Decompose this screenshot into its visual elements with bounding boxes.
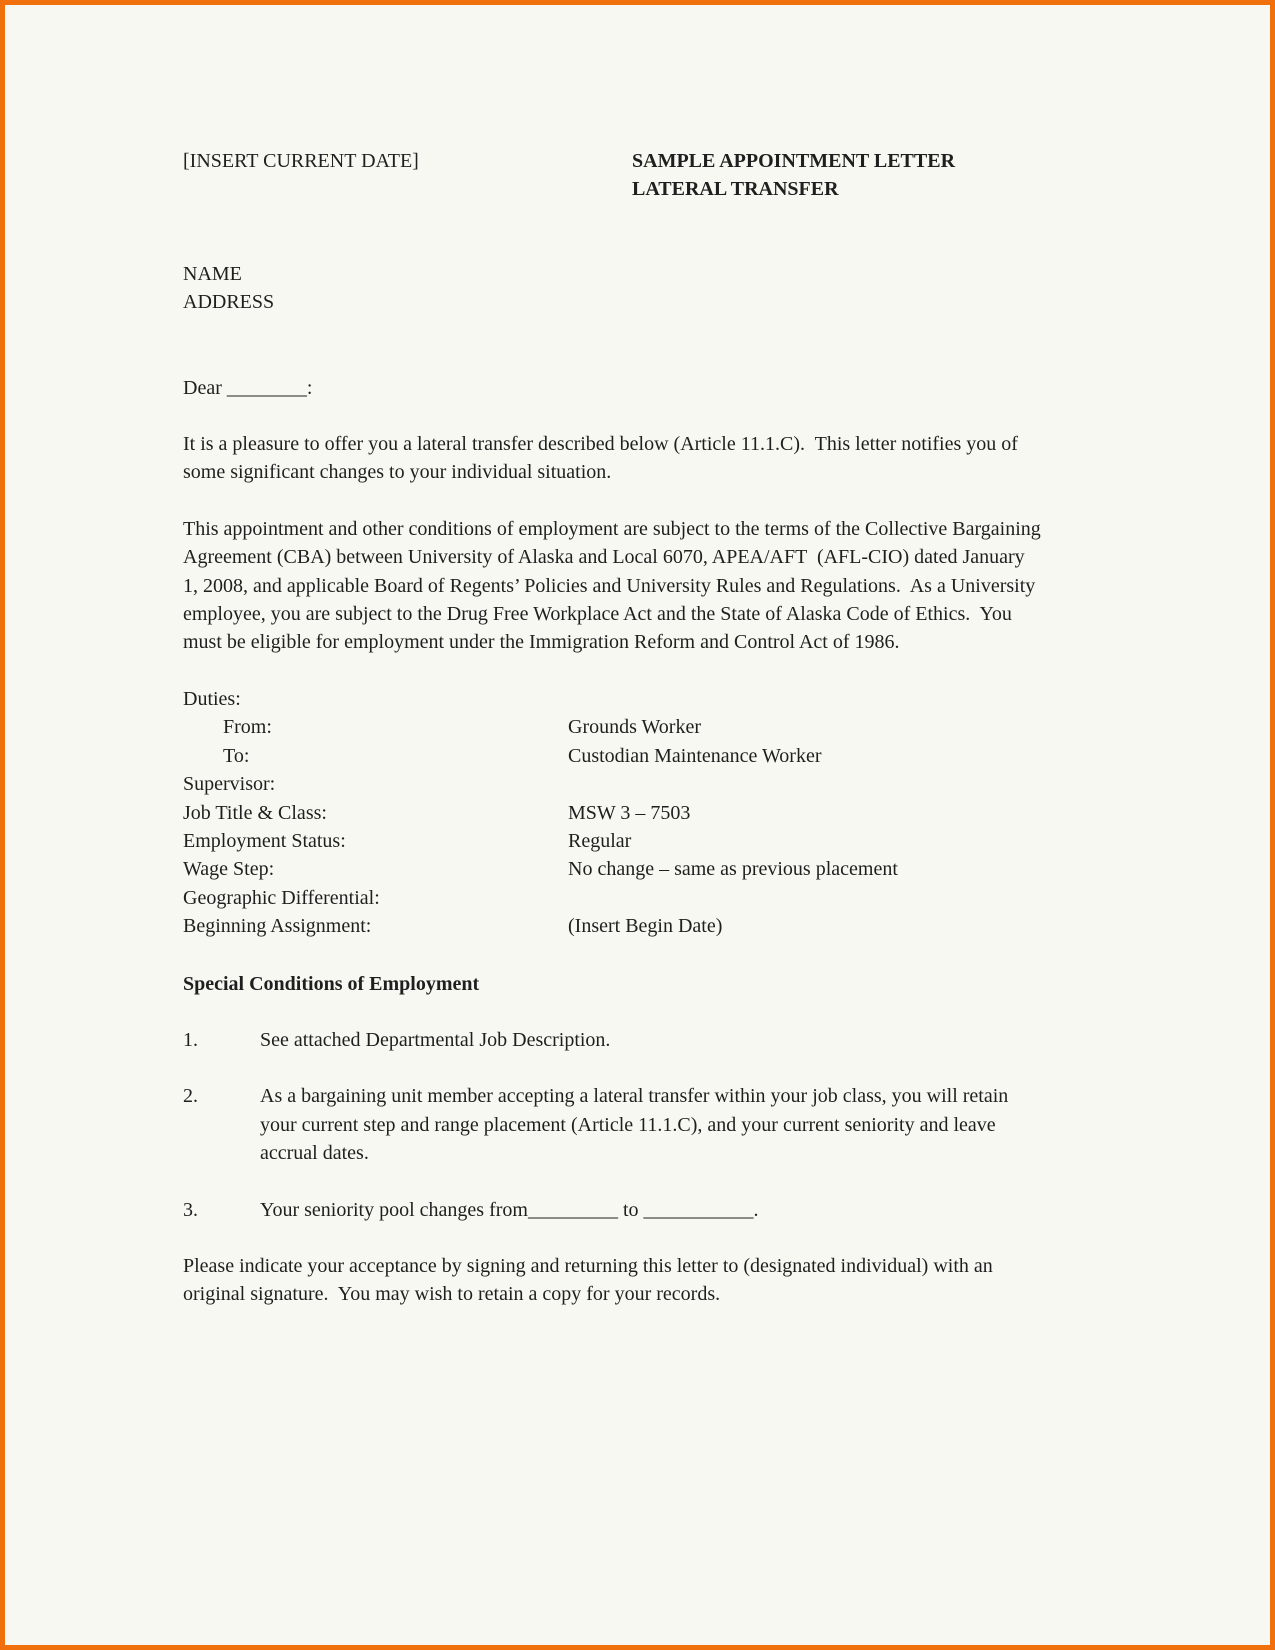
salutation-suffix: : (306, 376, 313, 399)
conditions-list (183, 1026, 1043, 1224)
duties-row-value: No change – same as previous placement (568, 858, 898, 881)
date-placeholder: [INSERT CURRENT DATE] (183, 150, 419, 172)
recipient-address: ADDRESS (183, 291, 275, 314)
duties-row-label: Employment Status: (183, 829, 346, 852)
condition-number: 3. (183, 1198, 198, 1221)
duties-heading: Duties: (183, 687, 241, 710)
duties-row-value: Grounds Worker (568, 716, 701, 739)
condition-number: 2. (183, 1085, 198, 1108)
condition-item (183, 1196, 1043, 1224)
condition-item (183, 1082, 1043, 1167)
salutation-line (183, 374, 1043, 402)
condition-text: As a bargaining unit member accepting a lateral transfer within your job class, you will retain your current step and range placement (Article 11.1.C), and your current seniority and leave accrual dates. (260, 1085, 1014, 1165)
terms-paragraph: This appointment and other conditions of employment are subject to the terms of the Collective Bargaining Agreement (CBA) between University of Alaska and Local 6070, APEA/AFT (AFL-CIO) dated January 1, 2008, and applicable Board of Regents’ Policies and University Rules and Regulations. As a University employee, you are subject to the Drug Free Workplace Act and the State of Alaska Code of Ethics. You must be eligible for employment under the Immigration Reform and Control Act of 1986. (183, 517, 1045, 654)
duties-row (183, 912, 1043, 940)
duties-row (183, 855, 1043, 883)
duties-row (183, 827, 1043, 855)
duties-row-label: Wage Step: (183, 858, 275, 881)
duties-row (183, 713, 1043, 741)
duties-row (183, 770, 1043, 798)
duties-row (183, 742, 1043, 770)
duties-row-value: Regular (568, 829, 632, 852)
condition-text: Your seniority pool changes from_________ to ___________. (260, 1198, 759, 1221)
salutation-blank: ________ (226, 376, 307, 399)
duties-row-label: To: (223, 744, 250, 767)
salutation-prefix: Dear (183, 376, 227, 399)
duties-row-value: MSW 3 – 7503 (568, 801, 691, 824)
duties-row-label: Job Title & Class: (183, 801, 327, 824)
special-conditions-heading: Special Conditions of Employment (183, 972, 480, 995)
duties-row (183, 799, 1043, 827)
duties-row-label: Geographic Differential: (183, 886, 380, 909)
duties-row-label: From: (223, 716, 272, 739)
duties-row-label: Beginning Assignment: (183, 915, 372, 938)
closing-paragraph: Please indicate your acceptance by signing and returning this letter to (designated individual) with an original signature. You may wish to retain a copy for your records. (183, 1254, 998, 1306)
condition-number: 1. (183, 1028, 198, 1051)
duties-row-value: (Insert Begin Date) (568, 915, 723, 938)
letter-content (183, 147, 1043, 1309)
condition-text: See attached Departmental Job Description. (260, 1028, 611, 1051)
duties-section (183, 685, 1043, 941)
letter-header (183, 147, 1043, 204)
intro-paragraph: It is a pleasure to offer you a lateral transfer described below (Article 11.1.C). This letter notifies you of some significant changes to your individual situation. (183, 433, 1023, 484)
duties-row-label: Supervisor: (183, 773, 276, 796)
recipient-block (183, 260, 1043, 317)
title-line-2: LATERAL TRANSFER (632, 178, 839, 201)
duties-row-value: Custodian Maintenance Worker (568, 744, 822, 767)
recipient-name: NAME (183, 262, 242, 285)
duties-row (183, 884, 1043, 912)
condition-item (183, 1026, 1043, 1054)
letter-title (632, 147, 955, 204)
title-line-1: SAMPLE APPOINTMENT LETTER (632, 150, 956, 172)
